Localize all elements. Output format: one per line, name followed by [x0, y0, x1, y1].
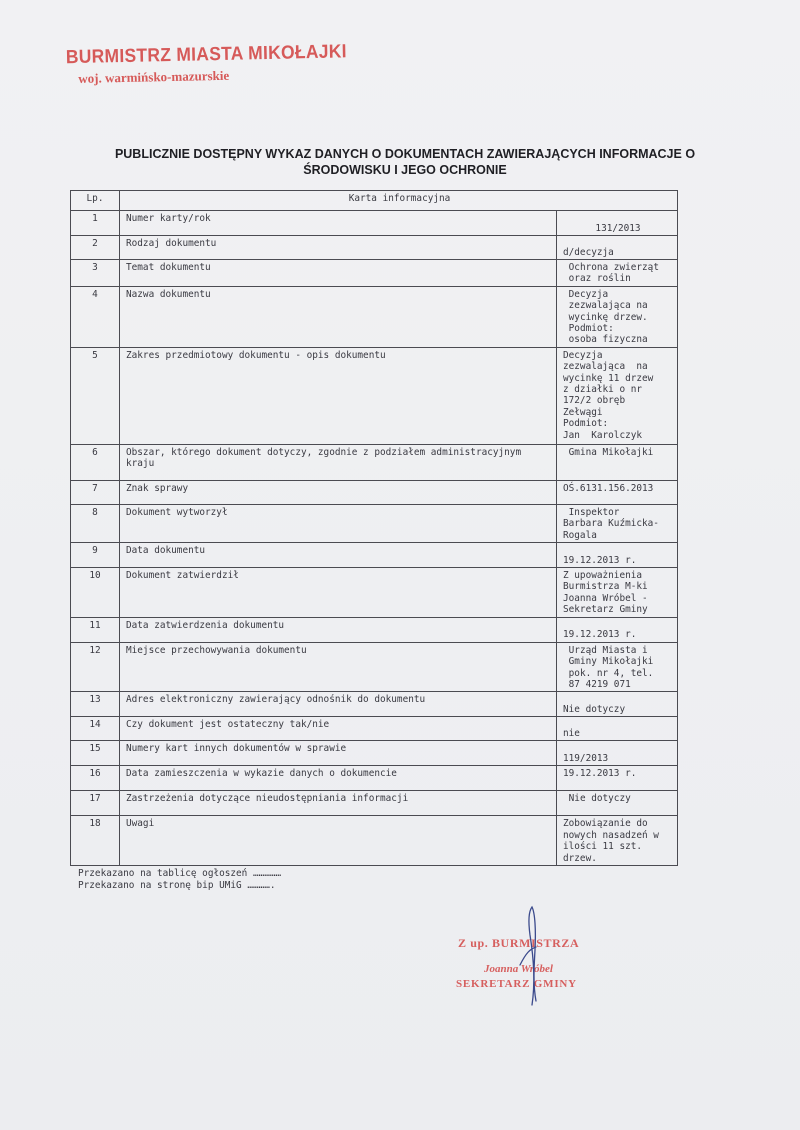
row-label: Numery kart innych dokumentów w sprawie: [120, 741, 557, 766]
row-label: Temat dokumentu: [120, 260, 557, 287]
table-row: [71, 568, 678, 618]
stamp-title: BURMISTRZ MIASTA MIKOŁAJKI: [65, 41, 348, 69]
row-label: Dokument wytworzył: [120, 504, 557, 542]
row-value: Inspektor Barbara Kuźmicka- Rogala: [557, 504, 678, 542]
row-number: 14: [71, 717, 120, 741]
row-number: 1: [71, 211, 120, 236]
header-title: Karta informacyjna: [120, 191, 678, 211]
row-label: Znak sprawy: [120, 480, 557, 504]
stamp-authorization: Z up. BURMISTRZA: [458, 936, 580, 950]
row-label: Zastrzeżenia dotyczące nieudostępniania informacji: [120, 791, 557, 816]
row-value: Gmina Mikołajki: [557, 444, 678, 480]
row-number: 2: [71, 236, 120, 260]
table-row: [71, 816, 678, 866]
table-row: [71, 347, 678, 444]
row-number: 4: [71, 286, 120, 347]
row-value: Decyzja zezwalająca na wycinkę 11 drzew z działki o nr 172/2 obręb Zełwągi Podmiot: Jan Karolczyk: [557, 347, 678, 444]
stamp-region: woj. warmińsko-mazurskie: [78, 67, 230, 86]
table-row: [71, 543, 678, 568]
information-card-table: [70, 190, 678, 866]
row-number: 10: [71, 568, 120, 618]
row-number: 8: [71, 504, 120, 542]
table-row: [71, 766, 678, 791]
document-title-line2: ŚRODOWISKU I JEGO OCHRONIE: [303, 163, 507, 177]
row-value: Nie dotyczy: [557, 791, 678, 816]
footer-bip-line: Przekazano na stronę bip UMiG ………….: [78, 880, 276, 891]
row-value: 19.12.2013 r.: [557, 543, 678, 568]
signature-stamp: [440, 905, 610, 1015]
row-label: Uwagi: [120, 816, 557, 866]
row-value: nie: [557, 717, 678, 741]
stamp-position: SEKRETARZ GMINY: [456, 978, 577, 990]
row-value: 19.12.2013 r.: [557, 617, 678, 642]
row-label: Adres elektroniczny zawierający odnośnik do dokumentu: [120, 692, 557, 717]
row-label: Numer karty/rok: [120, 211, 557, 236]
table-header-row: [71, 191, 678, 211]
row-value: 131/2013: [557, 211, 678, 236]
document-title: [60, 146, 750, 178]
header-lp: Lp.: [71, 191, 120, 211]
table-row: [71, 480, 678, 504]
row-number: 13: [71, 692, 120, 717]
mayor-header-stamp: [66, 41, 372, 87]
table-row: [71, 444, 678, 480]
table-row: [71, 211, 678, 236]
row-label: Obszar, którego dokument dotyczy, zgodnie z podziałem administracyjnym kraju: [120, 444, 557, 480]
row-value: d/decyzja: [557, 236, 678, 260]
row-label: Czy dokument jest ostateczny tak/nie: [120, 717, 557, 741]
table-row: [71, 791, 678, 816]
table-row: [71, 236, 678, 260]
row-value: Ochrona zwierząt oraz roślin: [557, 260, 678, 287]
table-row: [71, 642, 678, 692]
handwritten-signature: [440, 905, 610, 1015]
row-label: Nazwa dokumentu: [120, 286, 557, 347]
row-label: Data zamieszczenia w wykazie danych o dokumencie: [120, 766, 557, 791]
row-number: 7: [71, 480, 120, 504]
row-number: 11: [71, 617, 120, 642]
row-label: Data dokumentu: [120, 543, 557, 568]
row-number: 15: [71, 741, 120, 766]
footer-notes: [78, 868, 281, 892]
table-row: [71, 504, 678, 542]
row-number: 5: [71, 347, 120, 444]
row-label: Dokument zatwierdził: [120, 568, 557, 618]
row-label: Data zatwierdzenia dokumentu: [120, 617, 557, 642]
row-number: 9: [71, 543, 120, 568]
table-row: [71, 617, 678, 642]
row-number: 6: [71, 444, 120, 480]
row-number: 3: [71, 260, 120, 287]
footer-noticeboard-line: Przekazano na tablicę ogłoszeń ……………: [78, 868, 282, 879]
table-row: [71, 741, 678, 766]
row-value: 119/2013: [557, 741, 678, 766]
row-value: Z upoważnienia Burmistrza M-ki Joanna Wróbel - Sekretarz Gminy: [557, 568, 678, 618]
row-number: 17: [71, 791, 120, 816]
row-value: Nie dotyczy: [557, 692, 678, 717]
table-row: [71, 286, 678, 347]
row-value: Zobowiązanie do nowych nasadzeń w ilości 11 szt. drzew.: [557, 816, 678, 866]
table-row: [71, 260, 678, 287]
table-row: [71, 717, 678, 741]
row-value: Urząd Miasta i Gminy Mikołajki pok. nr 4, tel. 87 4219 071: [557, 642, 678, 692]
row-number: 18: [71, 816, 120, 866]
row-value: Decyzja zezwalająca na wycinkę drzew. Podmiot: osoba fizyczna: [557, 286, 678, 347]
row-number: 16: [71, 766, 120, 791]
row-value: OŚ.6131.156.2013: [557, 480, 678, 504]
row-number: 12: [71, 642, 120, 692]
row-label: Miejsce przechowywania dokumentu: [120, 642, 557, 692]
row-label: Rodzaj dokumentu: [120, 236, 557, 260]
row-value: 19.12.2013 r.: [557, 766, 678, 791]
document-title-line1: PUBLICZNIE DOSTĘPNY WYKAZ DANYCH O DOKUMENTACH ZAWIERAJĄCYCH INFORMACJE O: [114, 147, 696, 161]
stamp-name: Joanna Wróbel: [484, 963, 553, 975]
table-row: [71, 692, 678, 717]
row-label: Zakres przedmiotowy dokumentu - opis dokumentu: [120, 347, 557, 444]
